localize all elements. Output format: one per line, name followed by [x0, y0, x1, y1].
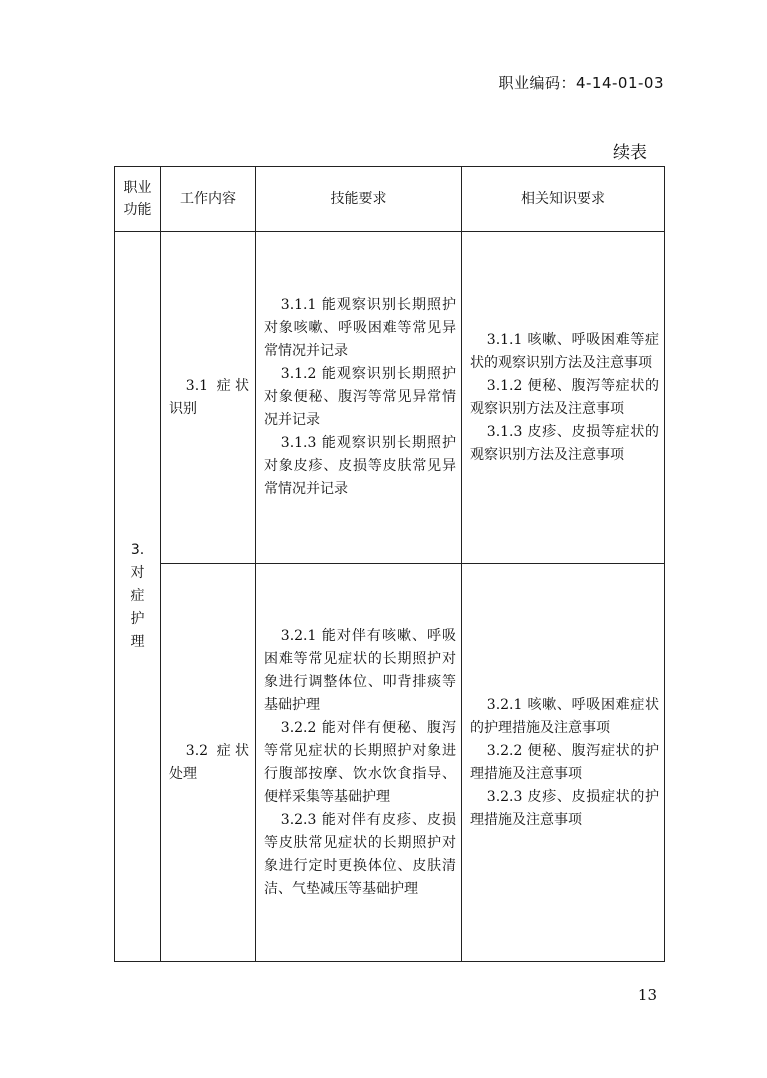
skill-item: 3.2.1 能对伴有咳嗽、呼吸困难等常见症状的长期照护对象进行调整体位、叩背排痰等基础护理 [264, 627, 456, 713]
skill-item: 3.1.1 能观察识别长期照护对象咳嗽、呼吸困难等常见异常情况并记录 [264, 297, 456, 359]
knowledge-item: 3.1.1 咳嗽、呼吸困难等症状的观察识别方法及注意事项 [470, 331, 659, 371]
skill-cell [256, 232, 462, 564]
standards-table [114, 166, 665, 962]
function-line: 护 [130, 611, 145, 627]
work-content-cell [161, 564, 256, 962]
occupation-code: 职业编码：4-14-01-03 [498, 74, 664, 92]
skill-item: 3.1.2 能观察识别长期照护对象便秘、腹泻等常见异常情况并记录 [264, 366, 456, 428]
knowledge-item: 3.2.1 咳嗽、呼吸困难症状的护理措施及注意事项 [470, 696, 659, 736]
table-row [115, 232, 665, 564]
skill-item: 3.1.3 能观察识别长期照护对象皮疹、皮损等皮肤常见异常情况并记录 [264, 435, 456, 497]
knowledge-cell [462, 232, 665, 564]
function-cell [115, 232, 161, 962]
table-header-row [115, 167, 665, 232]
work-content-text: 3.2 症状处理 [169, 742, 249, 782]
skill-cell [256, 564, 462, 962]
header-work-content: 工作内容 [161, 167, 256, 232]
knowledge-cell [462, 564, 665, 962]
function-line: 3. [130, 542, 145, 558]
header-skill-requirements: 技能要求 [256, 167, 462, 232]
knowledge-item: 3.2.3 皮疹、皮损症状的护理措施及注意事项 [470, 788, 659, 828]
header-function: 职业 功能 [115, 167, 161, 232]
knowledge-item: 3.1.3 皮疹、皮损等症状的观察识别方法及注意事项 [470, 423, 659, 463]
continued-label: 续表 [613, 143, 647, 163]
function-line: 理 [130, 634, 145, 650]
knowledge-item: 3.1.2 便秘、腹泻等症状的观察识别方法及注意事项 [470, 377, 659, 417]
skill-item: 3.2.2 能对伴有便秘、腹泻等常见症状的长期照护对象进行腹部按摩、饮水饮食指导、便样采集等基础护理 [264, 719, 456, 805]
skill-item: 3.2.3 能对伴有皮疹、皮损等皮肤常见症状的长期照护对象进行定时更换体位、皮肤清洁、气垫减压等基础护理 [264, 811, 456, 897]
work-content-text: 3.1 症状识别 [169, 377, 249, 417]
work-content-cell [161, 232, 256, 564]
header-knowledge-requirements: 相关知识要求 [462, 167, 665, 232]
function-line: 对 [130, 565, 145, 581]
page-number: 13 [637, 986, 657, 1004]
function-line: 症 [130, 588, 145, 604]
knowledge-item: 3.2.2 便秘、腹泻症状的护理措施及注意事项 [470, 742, 659, 782]
table-row [115, 564, 665, 962]
